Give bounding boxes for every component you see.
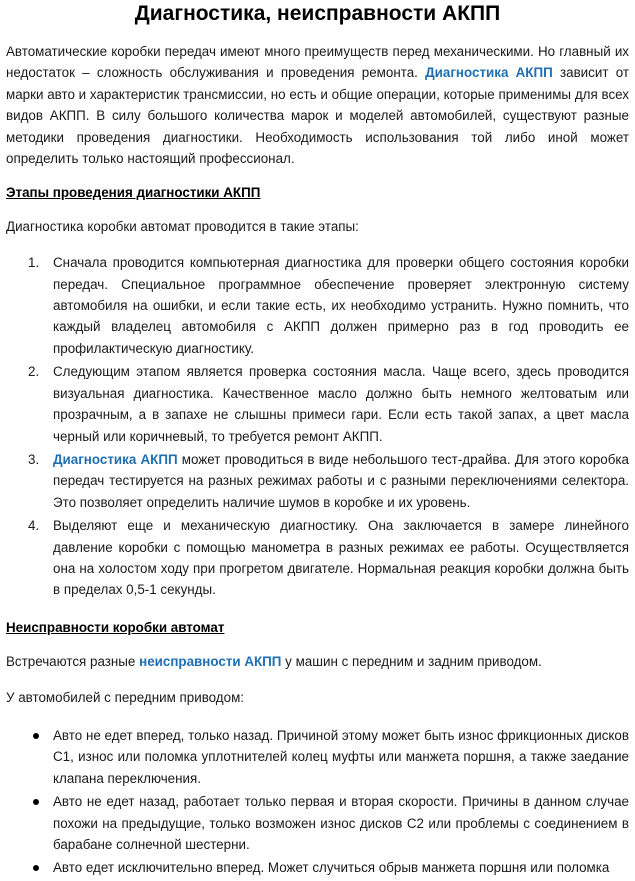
list-item-text: Авто не едет назад, работает только первая и вторая скорости. Причины в данном случае похожи на предыдущие, только возможен износ дисков С2 или проблемы с соединением в барабане солнечной шестерни. (53, 794, 629, 852)
list-item (6, 857, 629, 878)
faults-list (6, 725, 629, 879)
list-number: 1. (28, 255, 40, 271)
list-item (6, 791, 629, 855)
diagnostics-link[interactable]: Диагностика АКПП (425, 65, 553, 81)
page-title: Диагностика, неисправности АКПП (134, 2, 501, 25)
list-item-text: Авто не едет вперед, только назад. Причиной этому может быть износ фрикционных дисков С1, износ или поломка уплотнителей колец муфты или манжета поршня, а также заедание клапана переключения. (53, 727, 629, 786)
faults-lead-end: у машин с передним и задним приводом. (285, 654, 542, 670)
list-item (6, 515, 629, 601)
list-number: 2. (28, 364, 40, 380)
intro-text-start: Автоматические коробки передач имеют много преимуществ перед механическими. Но главный их недостаток – сложность обслуживания и проведения ремонта. (6, 44, 629, 81)
list-item (6, 252, 629, 359)
bullet-icon (33, 799, 39, 805)
intro-text-end: зависит от марки авто и характеристик трансмиссии, но есть и общие операции, которые применимы для всех видов АКПП. В силу большого количества марок и моделей автомобилей, существуют разные методики проведения диагностики. Необходимость использования той либо иной может определить только настоящий профессионал. (6, 65, 629, 167)
bullet-icon (33, 865, 39, 871)
section-heading-stages: Этапы проведения диагностики АКПП (6, 185, 261, 201)
list-number: 3. (28, 451, 40, 467)
list-item (6, 449, 629, 513)
list-item (6, 361, 629, 447)
front-drive-lead: У автомобилей с передним приводом: (6, 689, 244, 705)
faults-lead (6, 651, 629, 672)
faults-lead-start: Встречаются разные (6, 654, 136, 670)
stages-lead: Диагностика коробки автомат проводится в такие этапы: (6, 218, 359, 234)
stages-list (6, 252, 629, 601)
intro-paragraph (6, 41, 629, 169)
list-item-text: может проводиться в виде небольшого тест-драйва. Для этого коробка передач тестируется на разных режимах работы и с разными переключениями селектора. Это позволяет определить наличие шумов в коробке и их уровень. (53, 451, 629, 510)
bullet-icon (33, 733, 39, 739)
list-item-text: Сначала проводится компьютерная диагностика для проверки общего состояния коробки передач. Специальное программное обеспечение проверяет электронную систему автомобиля на ошибки, и если такие есть, их необходимо устранить. Нужно помнить, что каждый владелец автомобиля с АКПП должен примерно раз в год проводить ее профилактическую диагностику. (53, 255, 629, 356)
diagnostics-link[interactable]: Диагностика АКПП (53, 451, 178, 467)
list-item-text: Авто едет исключительно вперед. Может случиться обрыв манжета поршня или поломка (53, 860, 610, 876)
section-heading-faults: Неисправности коробки автомат (6, 619, 225, 635)
list-number: 4. (28, 518, 40, 534)
list-item (6, 725, 629, 789)
faults-link[interactable]: неисправности АКПП (139, 654, 282, 670)
document-page (6, 0, 629, 881)
list-item-text: Выделяют еще и механическую диагностику. Она заключается в замере линейного давление коробки с помощью манометра в разных режимах ее работы. Осуществляется она на холостом ходу при прогретом двигателе. Нормальная реакция коробки должна быть в пределах 0,5-1 секунды. (53, 518, 629, 598)
list-item-text: Следующим этапом является проверка состояния масла. Чаще всего, здесь проводится визуальная диагностика. Качественное масло должно быть немного желтоватым или прозрачным, а в запахе не слышны примеси гари. Если есть такой запах, а цвет масла черный или коричневый, то требуется ремонт АКПП. (53, 364, 629, 444)
